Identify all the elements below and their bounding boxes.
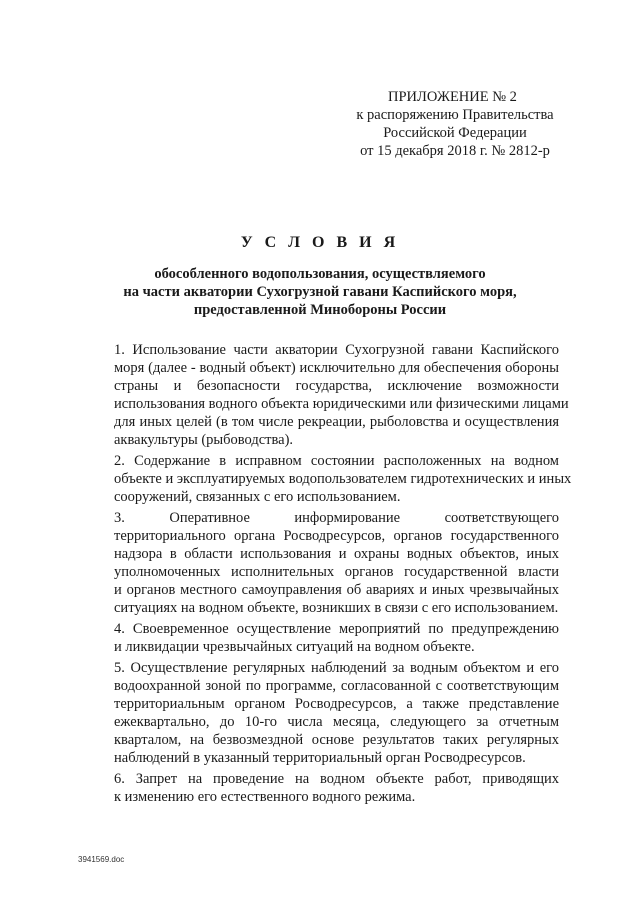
paragraph-2 (78, 452, 572, 506)
paragraph-line: 2. Содержание в исправном состоянии расположенных на водном (114, 453, 559, 469)
paragraph-4 (78, 620, 559, 656)
paragraph-line: 5. Осуществление регулярных наблюдений за водным объектом и его (114, 660, 559, 676)
attachment-line-1: к распоряжению Правительства (356, 107, 554, 123)
paragraph-3 (78, 509, 559, 617)
paragraph-line: использования водного объекта юридическими или физическими лицами (114, 396, 569, 412)
paragraph-line: ситуациях на водном объекте, возникших в связи с его использованием. (114, 600, 559, 616)
file-code: 3941569.doc (78, 855, 125, 864)
paragraph-line: надзора в области использования и охраны водных объектов, иных (114, 546, 559, 562)
paragraph-line: территориального органа Росводресурсов, органов государственного (114, 528, 559, 544)
paragraph-line: аквакультуры (рыбоводства). (114, 432, 294, 448)
paragraph-line: 3. Оперативное информирование соответствующего (114, 510, 559, 526)
attachment-line-3: от 15 декабря 2018 г. № 2812-р (360, 143, 550, 159)
paragraph-line: 4. Своевременное осуществление мероприятий по предупреждению (114, 621, 559, 637)
paragraph-line: уполномоченных исполнительных органов государственной власти (114, 564, 559, 580)
attachment-title: ПРИЛОЖЕНИЕ № 2 (388, 89, 517, 105)
attachment-header (340, 88, 570, 160)
document-subtitle (80, 265, 560, 319)
paragraph-1 (78, 341, 569, 449)
paragraph-line: для иных целей (в том числе рекреации, рыболовства и осуществления (114, 414, 559, 430)
paragraph-line: моря (далее - водный объект) исключительно для обеспечения обороны (114, 360, 559, 376)
paragraph-line: наблюдений в указанный территориальный орган Росводресурсов. (114, 750, 526, 766)
paragraph-line: ежеквартально, до 10-го числа месяца, следующего за отчетным (114, 714, 559, 730)
paragraph-line: территориальным органом Росводресурсов, а также представление (114, 696, 559, 712)
paragraph-line: и органов местного самоуправления об авариях и иных чрезвычайных (114, 582, 559, 598)
paragraph-line: водоохранной зоной по программе, согласованной с соответствующим (114, 678, 559, 694)
subtitle-line: предоставленной Минобороны России (193, 302, 447, 318)
paragraph-6 (78, 770, 559, 806)
title-block (80, 234, 560, 319)
document-body (78, 341, 572, 809)
paragraph-line: кварталом, на безвозмездной основе результатов таких регулярных (114, 732, 559, 748)
subtitle-line: на части акватории Сухогрузной гавани Каспийского моря, (123, 284, 517, 300)
attachment-line-2: Российской Федерации (383, 125, 527, 141)
paragraph-line: сооружений, связанных с его использованием. (114, 489, 401, 505)
subtitle-line: обособленного водопользования, осуществляемого (154, 266, 486, 282)
document-title: У С Л О В И Я (240, 234, 400, 251)
paragraph-5 (78, 659, 559, 767)
paragraph-line: 1. Использование части акватории Сухогрузной гавани Каспийского (114, 342, 559, 358)
paragraph-line: к изменению его естественного водного режима. (114, 789, 416, 805)
paragraph-line: и ликвидации чрезвычайных ситуаций на водном объекте. (114, 639, 475, 655)
paragraph-line: страны и безопасности государства, исключение возможности (114, 378, 559, 394)
paragraph-line: 6. Запрет на проведение на водном объекте работ, приводящих (114, 771, 559, 787)
paragraph-line: объекте и эксплуатируемых водопользователем гидротехнических и иных (114, 471, 572, 487)
